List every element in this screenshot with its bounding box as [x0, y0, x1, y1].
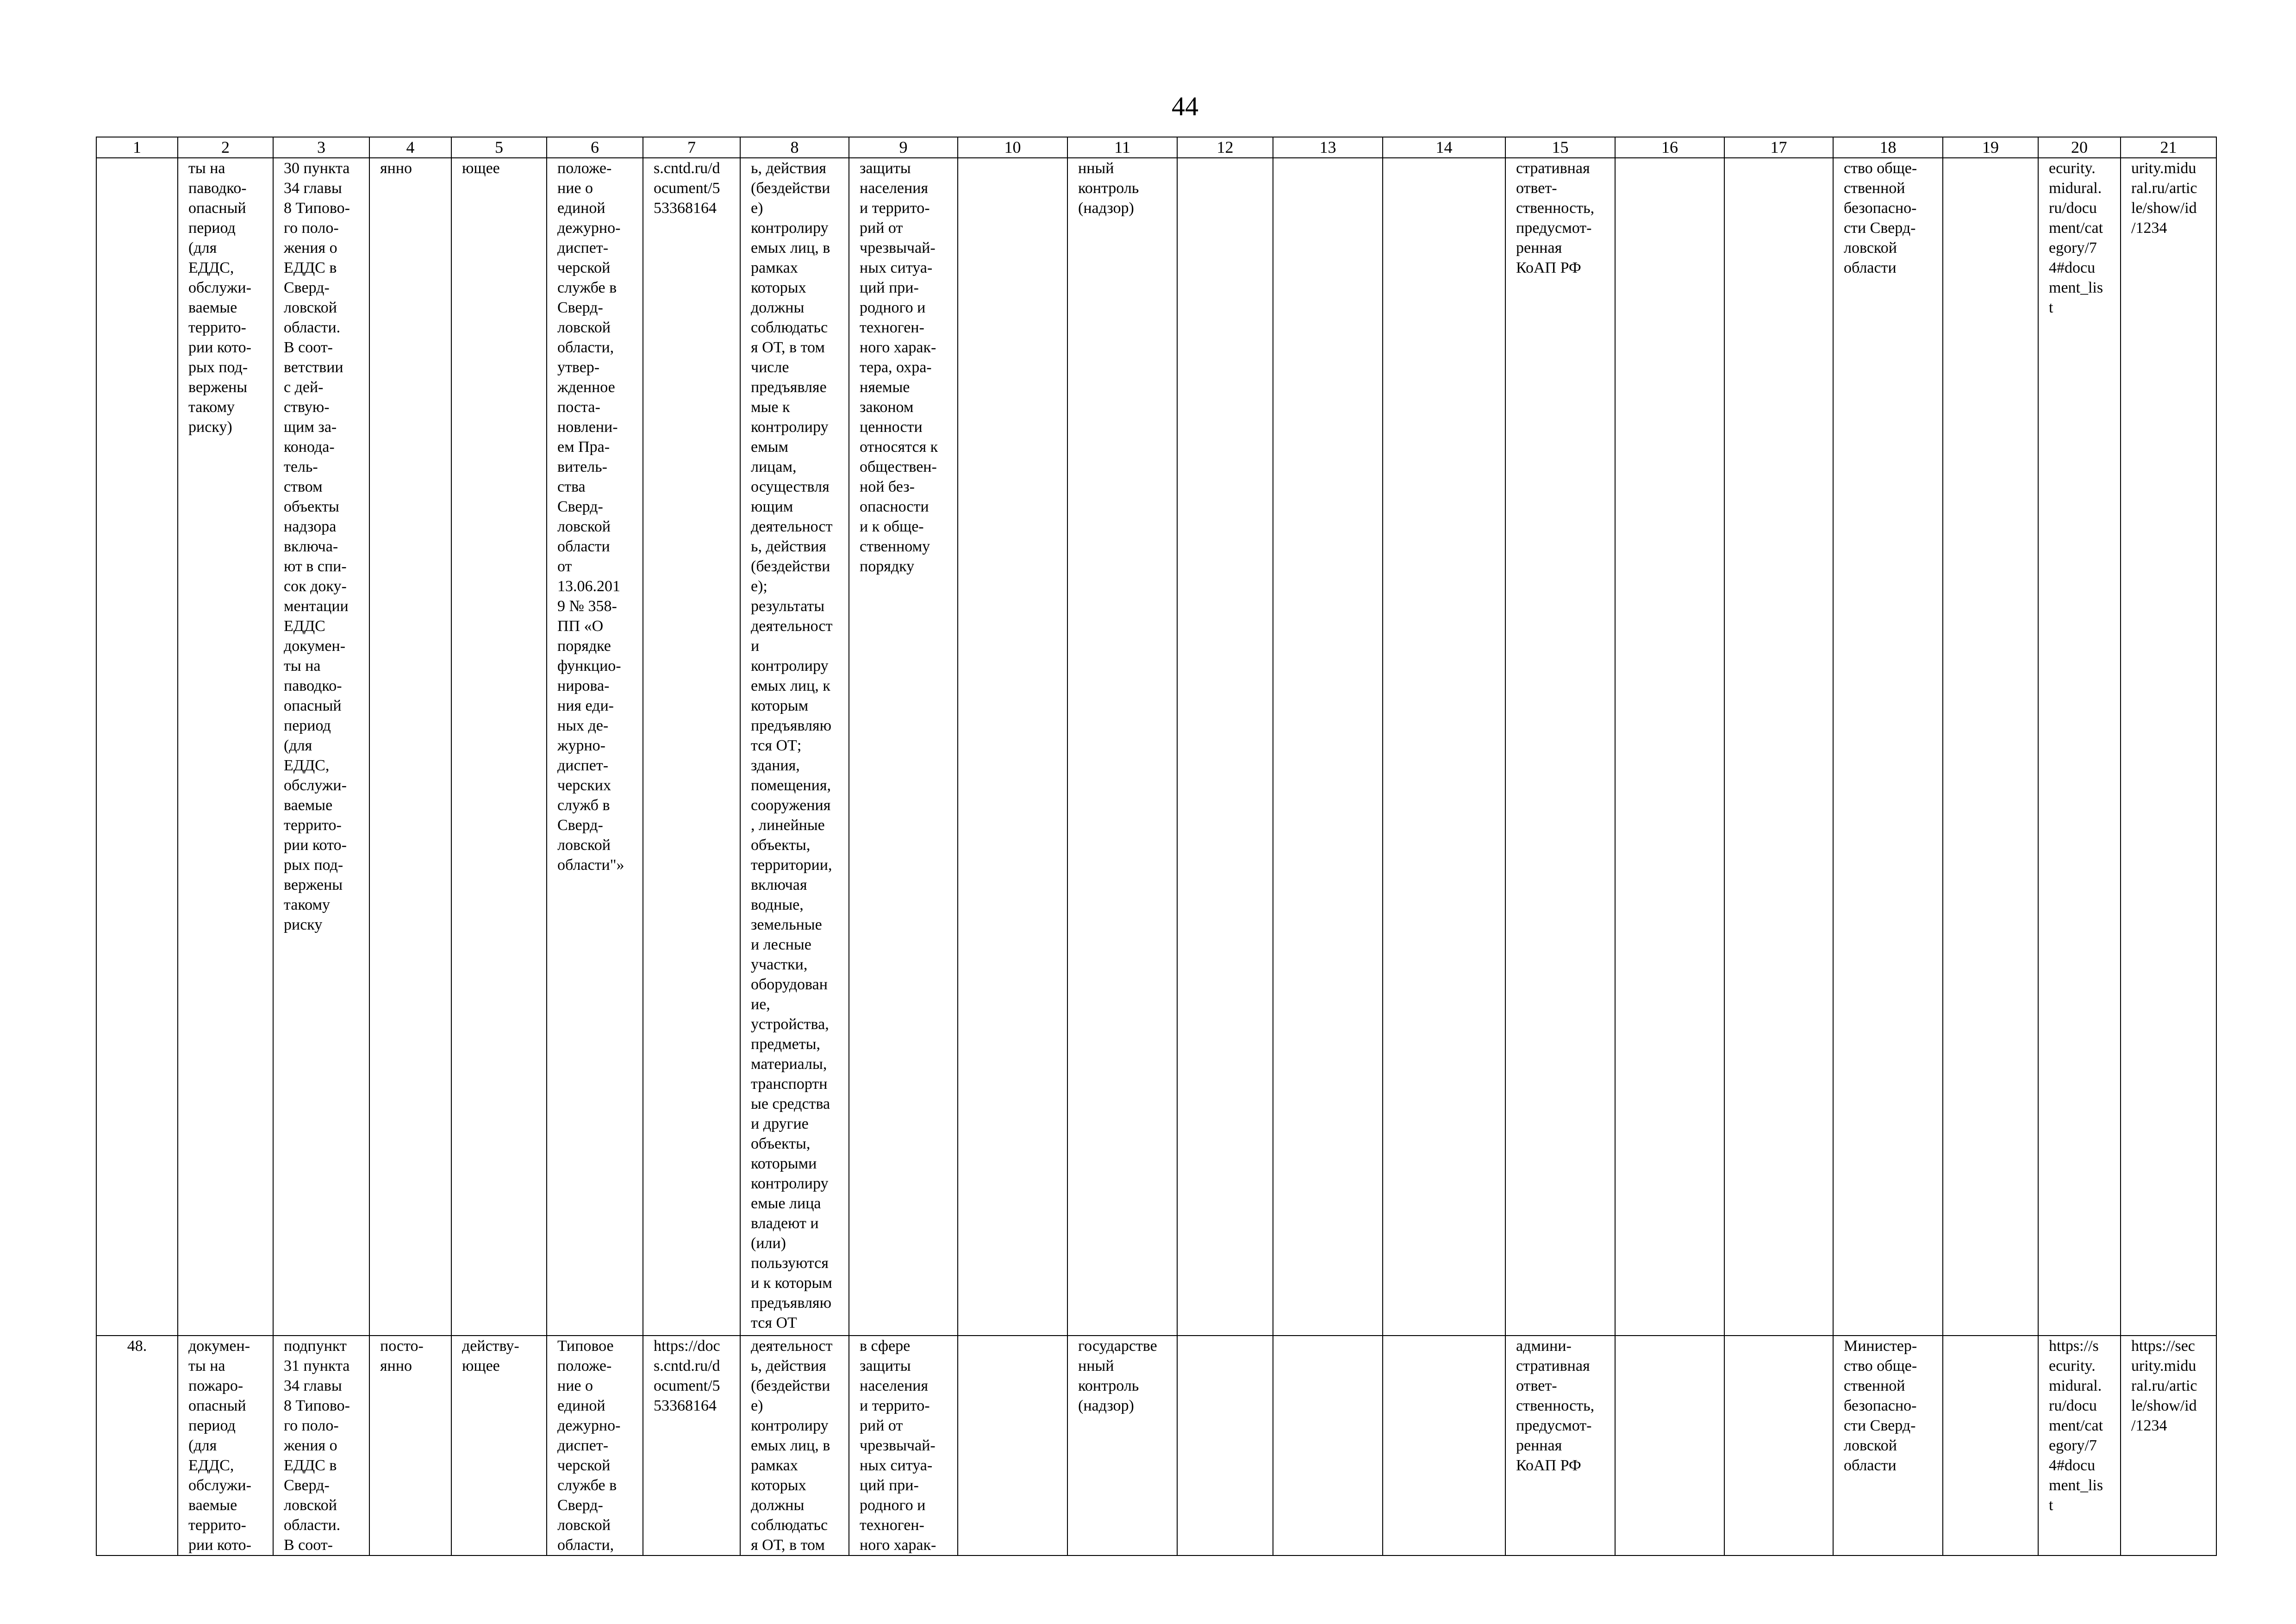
- column-number: 2: [178, 137, 273, 158]
- column-number-row: [96, 137, 2216, 158]
- table-cell: ты на паводко- опасный период (для ЕДДС, обслужи- ваемые террито- рии кото- рых под- вержены такому риску): [178, 158, 273, 1336]
- column-number: 19: [1943, 137, 2038, 158]
- table-cell: urity.midu ral.ru/artic le/show/id /1234: [2121, 158, 2216, 1336]
- table-cell: докумен- ты на пожаро- опасный период (для ЕДДС, обслужи- ваемые террито- рии кото-: [178, 1336, 273, 1555]
- table-cell: [1943, 158, 2038, 1336]
- table-row: [96, 1336, 2216, 1555]
- table-cell: в сфере защиты населения и террито- рий от чрезвычай- ных ситуа- ций при- родного и техноген- ного харак-: [849, 1336, 958, 1555]
- table-cell: ь, действия (бездействи е) контролиру емых лиц, в рамках которых должны соблюдатьс я ОТ, в том числе предъявляе мые к контролиру емым лицам, осуществля ющим деятельност ь, действия (бездействи е); результаты деятельност и контролиру емых лиц, к которым предъявляю тся ОТ; здания, помещения, сооружения , линейные объекты, территории, включая водные, земельные и лесные участки, оборудован ие, устройства, предметы, материалы, транспортн ые средства и другие объекты, которыми контролиру емые лица владеют и (или) пользуются и к которым предъявляю тся ОТ: [740, 158, 849, 1336]
- table-cell: нный контроль (надзор): [1067, 158, 1177, 1336]
- table-cell: ство обще- ственной безопасно- сти Сверд- ловской области: [1833, 158, 1943, 1336]
- table-cell: https://doc s.cntd.ru/d ocument/5 53368164: [643, 1336, 740, 1555]
- row-number-cell: 48.: [96, 1336, 178, 1555]
- column-number: 13: [1273, 137, 1383, 158]
- table-cell: [1615, 158, 1724, 1336]
- column-number: 5: [451, 137, 547, 158]
- table-cell: [1383, 1336, 1505, 1555]
- table-cell: https://s ecurity. midural. ru/docu ment/cat egory/7 4#docu ment_lis t: [2038, 1336, 2121, 1555]
- column-number: 7: [643, 137, 740, 158]
- document-table: [96, 137, 2217, 1556]
- table-cell: https://sec urity.midu ral.ru/artic le/show/id /1234: [2121, 1336, 2216, 1555]
- table-cell: [1177, 1336, 1273, 1555]
- column-number: 3: [273, 137, 369, 158]
- table-cell: деятельност ь, действия (бездействи е) контролиру емых лиц, в рамках которых должны соблюдатьс я ОТ, в том: [740, 1336, 849, 1555]
- table-cell: подпункт 31 пункта 34 главы 8 Типово- го поло- жения о ЕДДС в Сверд- ловской области. В соот-: [273, 1336, 369, 1555]
- column-number: 16: [1615, 137, 1724, 158]
- table-cell: ющее: [451, 158, 547, 1336]
- table-cell: Типовое положе- ние о единой дежурно- диспет- черской службе в Сверд- ловской области,: [547, 1336, 643, 1555]
- table-cell: [1724, 1336, 1833, 1555]
- page-number: 44: [1172, 91, 1198, 121]
- column-number: 9: [849, 137, 958, 158]
- table-cell: [1273, 158, 1383, 1336]
- column-number: 15: [1505, 137, 1615, 158]
- column-number: 17: [1724, 137, 1833, 158]
- column-number: 20: [2038, 137, 2121, 158]
- column-number: 10: [958, 137, 1067, 158]
- table-cell: [958, 1336, 1067, 1555]
- table-cell: админи- стративная ответ- ственность, предусмот- ренная КоАП РФ: [1505, 1336, 1615, 1555]
- table-cell: Министер- ство обще- ственной безопасно- сти Сверд- ловской области: [1833, 1336, 1943, 1555]
- table-cell: [1177, 158, 1273, 1336]
- column-number: 1: [96, 137, 178, 158]
- table-cell: [958, 158, 1067, 1336]
- table-cell: действу- ющее: [451, 1336, 547, 1555]
- column-number: 4: [369, 137, 451, 158]
- column-number: 18: [1833, 137, 1943, 158]
- table-cell: [1724, 158, 1833, 1336]
- table-cell: s.cntd.ru/d ocument/5 53368164: [643, 158, 740, 1336]
- column-number: 8: [740, 137, 849, 158]
- table-cell: государстве нный контроль (надзор): [1067, 1336, 1177, 1555]
- table-cell: [1273, 1336, 1383, 1555]
- table-cell: [1943, 1336, 2038, 1555]
- table-cell: положе- ние о единой дежурно- диспет- черской службе в Сверд- ловской области, утвер- жденное поста- новлени- ем Пра- витель- ства Сверд- ловской области от 13.06.201 9 № 358- ПП «О порядке функцио- нирова- ния еди- ных де- журно- диспет- черских служб в Сверд- ловской области"»: [547, 158, 643, 1336]
- column-number: 11: [1067, 137, 1177, 158]
- column-number: 14: [1383, 137, 1505, 158]
- table-row: [96, 158, 2216, 1336]
- table-cell: защиты населения и террито- рий от чрезвычай- ных ситуа- ций при- родного и техноген- ного харак- тера, охра- няемые законом ценности относятся к обществен- ной без- опасности и к обще- ственному порядку: [849, 158, 958, 1336]
- column-number: 6: [547, 137, 643, 158]
- table-cell: ecurity. midural. ru/docu ment/cat egory/7 4#docu ment_lis t: [2038, 158, 2121, 1336]
- table-cell: [1383, 158, 1505, 1336]
- table-cell: 30 пункта 34 главы 8 Типово- го поло- жения о ЕДДС в Сверд- ловской области. В соот- ветствии с дей- ствую- щим за- конода- тель- ством объекты надзора включа- ют в спи- сок доку- ментации ЕДДС докумен- ты на паводко- опасный период (для ЕДДС, обслужи- ваемые террито- рии кото- рых под- вержены такому риску: [273, 158, 369, 1336]
- column-number: 12: [1177, 137, 1273, 158]
- table-cell: стративная ответ- ственность, предусмот- ренная КоАП РФ: [1505, 158, 1615, 1336]
- table-cell: янно: [369, 158, 451, 1336]
- column-number: 21: [2121, 137, 2216, 158]
- table-cell: [96, 158, 178, 1336]
- table-cell: [1615, 1336, 1724, 1555]
- table-cell: посто- янно: [369, 1336, 451, 1555]
